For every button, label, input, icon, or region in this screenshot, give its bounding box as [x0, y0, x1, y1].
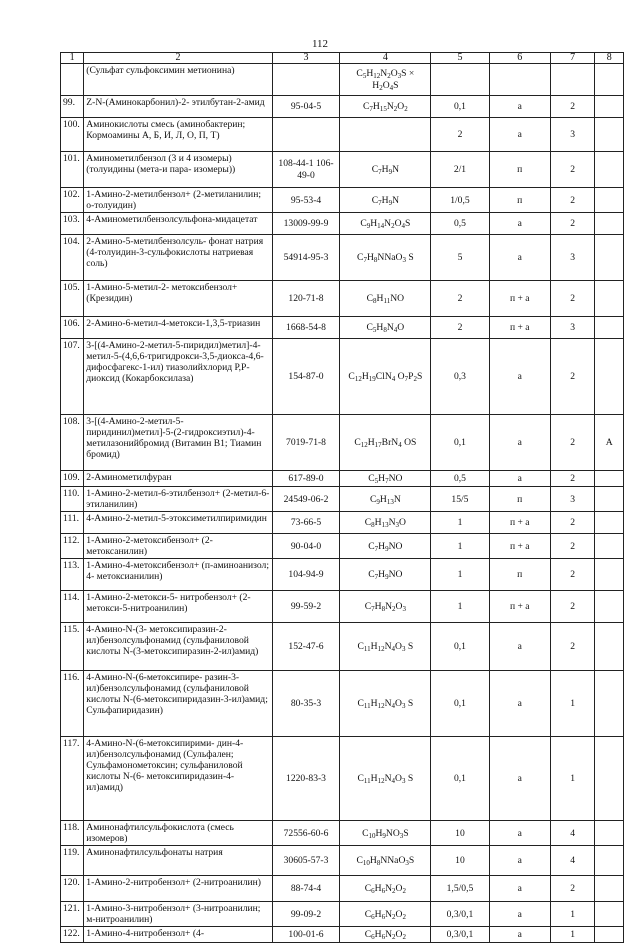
table-row [61, 512, 624, 534]
cas-number: 1668-54-8 [272, 317, 340, 339]
table-row [61, 821, 624, 846]
substance-name: Аминометилбензол (3 и 4 изомеры) (толуидины (мета-и пара- изомеры)) [84, 152, 272, 188]
concentration-limit: 0,3/0,1 [431, 927, 489, 943]
chemical-formula: $C_{10}H_9NO_3S$ [340, 821, 431, 846]
hazard-class: 2 [550, 415, 594, 471]
table-row [61, 281, 624, 317]
concentration-limit: 1 [431, 512, 489, 534]
hazard-class: 2 [550, 471, 594, 487]
hazard-class: 2 [550, 213, 594, 235]
concentration-limit: 0,3 [431, 339, 489, 415]
concentration-limit: 1 [431, 591, 489, 623]
aggregate-state: п [489, 487, 550, 512]
chemical-formula: $C_8H_{13}N_3O$ [340, 512, 431, 534]
concentration-limit: 0,3/0,1 [431, 902, 489, 927]
aggregate-state [489, 64, 550, 96]
cas-number: 80-35-3 [272, 671, 340, 737]
substance-name: (Сульфат сульфоксимин метионина) [84, 64, 272, 96]
aggregate-state: а [489, 846, 550, 876]
special-note [595, 534, 624, 559]
special-note [595, 671, 624, 737]
aggregate-state: а [489, 671, 550, 737]
concentration-limit: 2 [431, 281, 489, 317]
chemical-formula: $C_7H_9N$ [340, 188, 431, 213]
table-row [61, 96, 624, 118]
substance-name: 1-Амино-2-метилбензол+ (2-метиланилин; о-толуидин) [84, 188, 272, 213]
special-note [595, 821, 624, 846]
concentration-limit: 2/1 [431, 152, 489, 188]
aggregate-state: а [489, 927, 550, 943]
chemical-formula: $C_5H_7NO$ [340, 471, 431, 487]
cas-number: 1220-83-3 [272, 737, 340, 821]
row-number: 106. [61, 317, 84, 339]
concentration-limit: 2 [431, 317, 489, 339]
row-number: 121. [61, 902, 84, 927]
hazard-class: 3 [550, 235, 594, 281]
row-number: 100. [61, 118, 84, 152]
row-number: 110. [61, 487, 84, 512]
chemical-formula [340, 118, 431, 152]
row-number: 118. [61, 821, 84, 846]
hazard-class: 2 [550, 559, 594, 591]
substance-name: Аминокислоты смесь (аминобактерин; Кормоамины А, Б, И, Л, О, П, Т) [84, 118, 272, 152]
aggregate-state: п [489, 188, 550, 213]
aggregate-state: п [489, 152, 550, 188]
substance-name: 4-Амино-N-(3- метоксипиразин-2-ил)бензолсульфонамид (сульфаниловой кислоты N-(3-метоксипиразин-2-ил)амид) [84, 623, 272, 671]
concentration-limit: 2 [431, 118, 489, 152]
concentration-limit: 1/0,5 [431, 188, 489, 213]
aggregate-state: п + а [489, 512, 550, 534]
cas-number: 7019-71-8 [272, 415, 340, 471]
hazard-class: 2 [550, 591, 594, 623]
row-number: 120. [61, 876, 84, 902]
row-number: 122. [61, 927, 84, 943]
hazard-class: 2 [550, 339, 594, 415]
cas-number: 72556-60-6 [272, 821, 340, 846]
table-row [61, 235, 624, 281]
substance-name: 1-Амино-2-метоксибензол+ (2-метоксанилин) [84, 534, 272, 559]
special-note [595, 339, 624, 415]
chemical-formula: $C_7H_9N$ [340, 152, 431, 188]
hazard-class: 2 [550, 96, 594, 118]
chemical-formula: $C_5H_8N_4O$ [340, 317, 431, 339]
row-number: 104. [61, 235, 84, 281]
hazard-class: 2 [550, 512, 594, 534]
aggregate-state: а [489, 876, 550, 902]
hazard-class: 3 [550, 487, 594, 512]
cas-number: 95-04-5 [272, 96, 340, 118]
table-row [61, 559, 624, 591]
cas-number: 99-59-2 [272, 591, 340, 623]
special-note [595, 213, 624, 235]
row-number: 109. [61, 471, 84, 487]
table-row [61, 623, 624, 671]
chemical-formula: $C_8H_{11}NO$ [340, 281, 431, 317]
row-number: 111. [61, 512, 84, 534]
hazard-class: 1 [550, 902, 594, 927]
row-number: 113. [61, 559, 84, 591]
substance-name: 2-Амино-5-метилбензолсуль- фонат натрия (4-толуидин-3-сульфокислоты натриевая соль) [84, 235, 272, 281]
column-header: 4 [340, 53, 431, 64]
cas-number: 54914-95-3 [272, 235, 340, 281]
hazard-class: 2 [550, 281, 594, 317]
cas-number: 13009-99-9 [272, 213, 340, 235]
cas-number: 99-09-2 [272, 902, 340, 927]
chemical-formula: $C_{11}H_{12}N_4O_3$ S [340, 671, 431, 737]
header-row [61, 53, 624, 64]
substance-name: Аминонафтилсульфонаты натрия [84, 846, 272, 876]
hazard-class: 2 [550, 876, 594, 902]
row-number: 116. [61, 671, 84, 737]
concentration-limit: 0,1 [431, 623, 489, 671]
row-number: 105. [61, 281, 84, 317]
substances-table [60, 52, 624, 943]
row-number: 108. [61, 415, 84, 471]
substance-name: Аминонафтилсульфокислота (смесь изомеров) [84, 821, 272, 846]
hazard-class [550, 64, 594, 96]
substance-name: 1-Амино-2-метил-6-этилбензол+ (2-метил-6-этиланилин) [84, 487, 272, 512]
cas-number: 90-04-0 [272, 534, 340, 559]
cas-number: 95-53-4 [272, 188, 340, 213]
row-number: 102. [61, 188, 84, 213]
hazard-class: 3 [550, 118, 594, 152]
chemical-formula: $C_7H_8NNaO_3$ S [340, 235, 431, 281]
substance-name: 2-Амино-6-метил-4-метокси-1,3,5-триазин [84, 317, 272, 339]
special-note [595, 64, 624, 96]
table-row [61, 415, 624, 471]
special-note [595, 235, 624, 281]
aggregate-state: п + а [489, 534, 550, 559]
special-note [595, 559, 624, 591]
substance-name: 1-Амино-4-метоксибензол+ (п-аминоанизол; 4- метоксианилин) [84, 559, 272, 591]
table-row [61, 534, 624, 559]
aggregate-state: п [489, 559, 550, 591]
aggregate-state: а [489, 96, 550, 118]
special-note [595, 846, 624, 876]
row-number: 115. [61, 623, 84, 671]
column-header: 8 [595, 53, 624, 64]
aggregate-state: а [489, 213, 550, 235]
table-row [61, 671, 624, 737]
cas-number: 108-44-1 106-49-0 [272, 152, 340, 188]
table-row [61, 118, 624, 152]
substance-name: 1-Амино-4-нитробензол+ (4- [84, 927, 272, 943]
substance-name: 3-[(4-Амино-2-метил-5-пиридинил)метил]-5-(2-гидроксиэтил)-4- метилазонийбромид (Витамин В1; Тиамин бромид) [84, 415, 272, 471]
column-header: 7 [550, 53, 594, 64]
concentration-limit: 0,1 [431, 415, 489, 471]
cas-number [272, 64, 340, 96]
cas-number: 104-94-9 [272, 559, 340, 591]
aggregate-state: а [489, 339, 550, 415]
chemical-formula: $C_6H_6N_2O_2$ [340, 876, 431, 902]
cas-number: 30605-57-3 [272, 846, 340, 876]
cas-number: 154-87-0 [272, 339, 340, 415]
cas-number: 152-47-6 [272, 623, 340, 671]
concentration-limit: 0,1 [431, 671, 489, 737]
special-note [595, 927, 624, 943]
table-row [61, 339, 624, 415]
aggregate-state: а [489, 737, 550, 821]
concentration-limit [431, 64, 489, 96]
substance-name: 1-Амино-5-метил-2- метоксибензол+ (Крезидин) [84, 281, 272, 317]
hazard-class: 4 [550, 821, 594, 846]
aggregate-state: а [489, 623, 550, 671]
aggregate-state: п + а [489, 591, 550, 623]
row-number: 107. [61, 339, 84, 415]
row-number [61, 64, 84, 96]
aggregate-state: а [489, 471, 550, 487]
concentration-limit: 1,5/0,5 [431, 876, 489, 902]
table-row [61, 737, 624, 821]
substance-name: 3-[(4-Амино-2-метил-5-пиридил)метил]-4-метил-5-(4,6,6-тригидрокси-3,5-диокса-4,6-дифосфагекс-1-ил) тиазолийхлорид Р,Р-диоксид (Кокарбоксилаза) [84, 339, 272, 415]
substance-name: 1-Амино-2-нитробензол+ (2-нитроанилин) [84, 876, 272, 902]
chemical-formula: $C_5H_{12}N_2O_3S \times H_2O_4S$ [340, 64, 431, 96]
concentration-limit: 5 [431, 235, 489, 281]
hazard-class: 2 [550, 623, 594, 671]
column-header: 6 [489, 53, 550, 64]
concentration-limit: 0,5 [431, 213, 489, 235]
table-row [61, 876, 624, 902]
aggregate-state: а [489, 415, 550, 471]
chemical-formula: $C_6H_6N_2O_2$ [340, 927, 431, 943]
cas-number: 617-89-0 [272, 471, 340, 487]
special-note [595, 487, 624, 512]
column-header: 2 [84, 53, 272, 64]
column-header: 3 [272, 53, 340, 64]
substance-name: 4-Амино-N-(6-метоксипире- разин-3-ил)бензолсульфонамид (сульфаниловой кислоты N-(6-метоксипиридазин-3-ил)амид; Сульфапиридазин) [84, 671, 272, 737]
aggregate-state: а [489, 235, 550, 281]
concentration-limit: 0,5 [431, 471, 489, 487]
chemical-formula: $C_7H_9NO$ [340, 534, 431, 559]
hazard-class: 3 [550, 317, 594, 339]
table-row [61, 487, 624, 512]
substance-name: 4-Амино-N-(6-метоксипирими- дин-4-ил)бензолсульфонамид (Сульфален; Сульфамонометоксин; сульфаниловой кислоты N-(6- метоксипиридазин-4-ил)амид) [84, 737, 272, 821]
row-number: 114. [61, 591, 84, 623]
row-number: 101. [61, 152, 84, 188]
aggregate-state: а [489, 821, 550, 846]
substance-name: 1-Амино-3-нитробензол+ (3-нитроанилин; м-нитроанилин) [84, 902, 272, 927]
special-note [595, 281, 624, 317]
aggregate-state: п + а [489, 281, 550, 317]
substance-name: Z-N-(Аминокарбонил)-2- этилбутан-2-амид [84, 96, 272, 118]
special-note [595, 623, 624, 671]
chemical-formula: $C_7H_8N_2O_3$ [340, 591, 431, 623]
table-row [61, 846, 624, 876]
row-number: 99. [61, 96, 84, 118]
chemical-formula: $C_9H_{13}N$ [340, 487, 431, 512]
row-number: 119. [61, 846, 84, 876]
table-row [61, 471, 624, 487]
chemical-formula: $C_7H_{15}N_2O_2$ [340, 96, 431, 118]
table-row [61, 902, 624, 927]
hazard-class: 2 [550, 534, 594, 559]
special-note [595, 96, 624, 118]
chemical-formula: $C_7H_9NO$ [340, 559, 431, 591]
chemical-formula: $C_{11}H_{12}N_4O_3$ S [340, 737, 431, 821]
concentration-limit: 15/5 [431, 487, 489, 512]
column-header: 1 [61, 53, 84, 64]
cas-number: 73-66-5 [272, 512, 340, 534]
special-note [595, 118, 624, 152]
cas-number: 100-01-6 [272, 927, 340, 943]
aggregate-state: а [489, 118, 550, 152]
hazard-class: 1 [550, 737, 594, 821]
special-note [595, 737, 624, 821]
row-number: 117. [61, 737, 84, 821]
chemical-formula: $C_{12}H_{19}ClN_4$ $O_7P_2S$ [340, 339, 431, 415]
table-row [61, 213, 624, 235]
concentration-limit: 10 [431, 846, 489, 876]
chemical-formula: $C_{12}H_{17}BrN_4$ OS [340, 415, 431, 471]
hazard-class: 4 [550, 846, 594, 876]
page-number: 112 [311, 38, 329, 50]
table-row [61, 152, 624, 188]
chemical-formula: $C_9H_{14}N_2O_4S$ [340, 213, 431, 235]
special-note [595, 317, 624, 339]
row-number: 112. [61, 534, 84, 559]
table-row [61, 591, 624, 623]
table-row [61, 188, 624, 213]
special-note [595, 152, 624, 188]
special-note [595, 471, 624, 487]
substance-name: 4-Амино-2-метил-5-этоксиметилпиримидин [84, 512, 272, 534]
special-note [595, 591, 624, 623]
table-row [61, 927, 624, 943]
aggregate-state: а [489, 902, 550, 927]
special-note [595, 512, 624, 534]
cas-number [272, 118, 340, 152]
aggregate-state: п + а [489, 317, 550, 339]
cas-number: 24549-06-2 [272, 487, 340, 512]
concentration-limit: 0,1 [431, 96, 489, 118]
table-row [61, 64, 624, 96]
substance-name: 2-Аминометилфуран [84, 471, 272, 487]
concentration-limit: 1 [431, 534, 489, 559]
cas-number: 88-74-4 [272, 876, 340, 902]
table-row [61, 317, 624, 339]
substance-name: 4-Аминометилбензолсульфона-мидацетат [84, 213, 272, 235]
hazard-class: 1 [550, 671, 594, 737]
column-header: 5 [431, 53, 489, 64]
chemical-formula: $C_{10}H_8NNaO_3S$ [340, 846, 431, 876]
chemical-formula: $C_{11}H_{12}N_4O_3$ S [340, 623, 431, 671]
hazard-class: 1 [550, 927, 594, 943]
row-number: 103. [61, 213, 84, 235]
hazard-class: 2 [550, 152, 594, 188]
concentration-limit: 0,1 [431, 737, 489, 821]
concentration-limit: 10 [431, 821, 489, 846]
special-note: А [595, 415, 624, 471]
concentration-limit: 1 [431, 559, 489, 591]
chemical-formula: $C_6H_6N_2O_2$ [340, 902, 431, 927]
cas-number: 120-71-8 [272, 281, 340, 317]
hazard-class: 2 [550, 188, 594, 213]
special-note [595, 188, 624, 213]
special-note [595, 876, 624, 902]
special-note [595, 902, 624, 927]
substance-name: 1-Амино-2-метокси-5- нитробензол+ (2-метокси-5-нитроанилин) [84, 591, 272, 623]
